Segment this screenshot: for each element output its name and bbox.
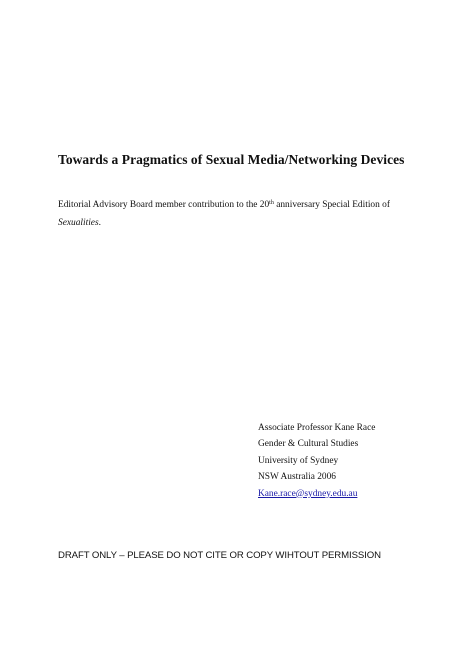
intro-trailing-punct: . — [98, 218, 101, 228]
draft-notice: DRAFT ONLY – PLEASE DO NOT CITE OR COPY WIHTOUT PERMISSION — [58, 550, 381, 561]
author-location: NSW Australia 2006 — [258, 472, 336, 483]
author-email-link[interactable]: Kane.race@sydney.edu.au — [258, 488, 358, 499]
intro-text-before: Editorial Advisory Board member contribution to the 20 — [58, 200, 270, 210]
author-university: University of Sydney — [258, 455, 339, 466]
intro-text-after: anniversary Special Edition of — [273, 200, 390, 210]
author-block — [258, 420, 438, 502]
intro-superscript: th — [269, 200, 274, 206]
document-title: Towards a Pragmatics of Sexual Media/Networking Devices — [58, 152, 405, 167]
author-department: Gender & Cultural Studies — [258, 439, 359, 450]
author-position: Associate Professor Kane Race — [258, 423, 376, 433]
journal-name: Sexualities — [58, 218, 99, 228]
intro-paragraph — [58, 196, 418, 232]
